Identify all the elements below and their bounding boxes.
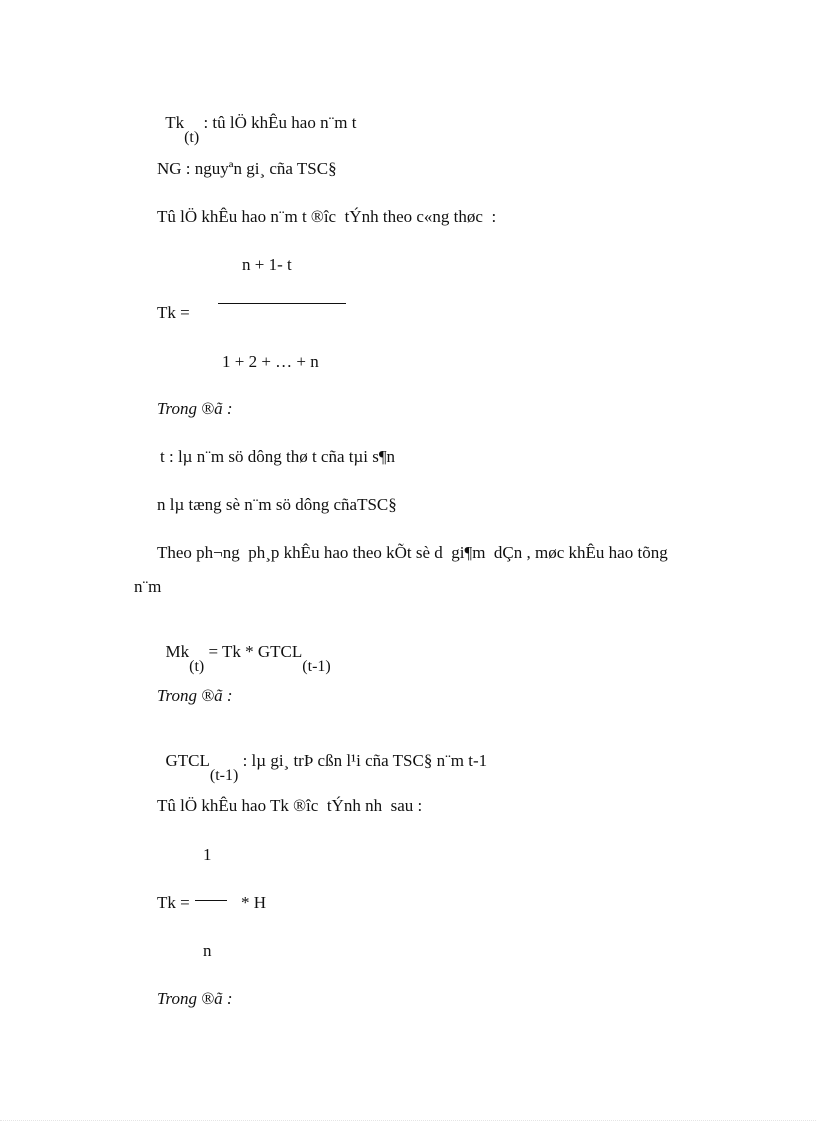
ng-definition-line: NG : nguyªn gi¸ cña TSC§ <box>157 159 337 178</box>
mk-symbol: Mk <box>165 642 190 661</box>
page-bottom-edge <box>0 1120 816 1122</box>
where-label-1: Trong ®ã : <box>157 399 233 418</box>
formula1-numerator: n + 1- t <box>242 255 292 274</box>
gtcl-subscript: (t-1) <box>302 658 331 675</box>
formula2-rhs: * H <box>241 893 267 912</box>
formula2-numerator: 1 <box>203 845 212 864</box>
gtcl-definition-text: : lµ gi¸ trÞ cßn l¹i cña TSC§ n¨m t-1 <box>238 751 488 770</box>
formula1-lhs: Tk = <box>157 303 190 322</box>
tk-definition-line <box>157 97 357 146</box>
formula1-denominator: 1 + 2 + … + n <box>222 352 319 371</box>
tk-definition-text: : tû lÖ khÊu hao n¨m t <box>199 113 357 132</box>
formula2-lhs: Tk = <box>157 893 190 912</box>
formula2-denominator: n <box>203 941 212 960</box>
mk-formula-line <box>157 626 331 675</box>
gtcl-definition-line <box>157 735 488 784</box>
formula1-fraction-bar <box>218 303 346 304</box>
gtcl-symbol: GTCL <box>165 751 210 770</box>
t-definition-line: t : lµ n¨m sö dông thø t cña tµi s¶n <box>160 447 396 466</box>
n-definition-line: n lµ tæng sè n¨m sö dông cñaTSC§ <box>157 495 397 514</box>
where-label-2: Trong ®ã : <box>157 686 233 705</box>
declining-balance-paragraph-line1: Theo ph¬ng ph¸p khÊu hao theo kÕt sè d gi¶m dÇn , møc khÊu hao tõng <box>157 543 668 562</box>
formula2-fraction-bar <box>195 900 227 901</box>
mk-formula-rhs: = Tk * GTCL <box>204 642 303 661</box>
gtcl-def-subscript: (t-1) <box>209 767 239 784</box>
where-label-3: Trong ®ã : <box>157 989 233 1008</box>
rate-formula-intro: Tû lÖ khÊu hao n¨m t ®îc tÝnh theo c«ng thøc : <box>157 207 497 226</box>
tk-subscript: (t) <box>184 129 200 146</box>
tk-symbol: Tk <box>165 113 185 132</box>
mk-subscript: (t) <box>189 658 205 675</box>
declining-balance-paragraph-line2: n¨m <box>134 577 162 596</box>
rate-calc-intro: Tû lÖ khÊu hao Tk ®îc tÝnh nh sau : <box>157 796 423 815</box>
